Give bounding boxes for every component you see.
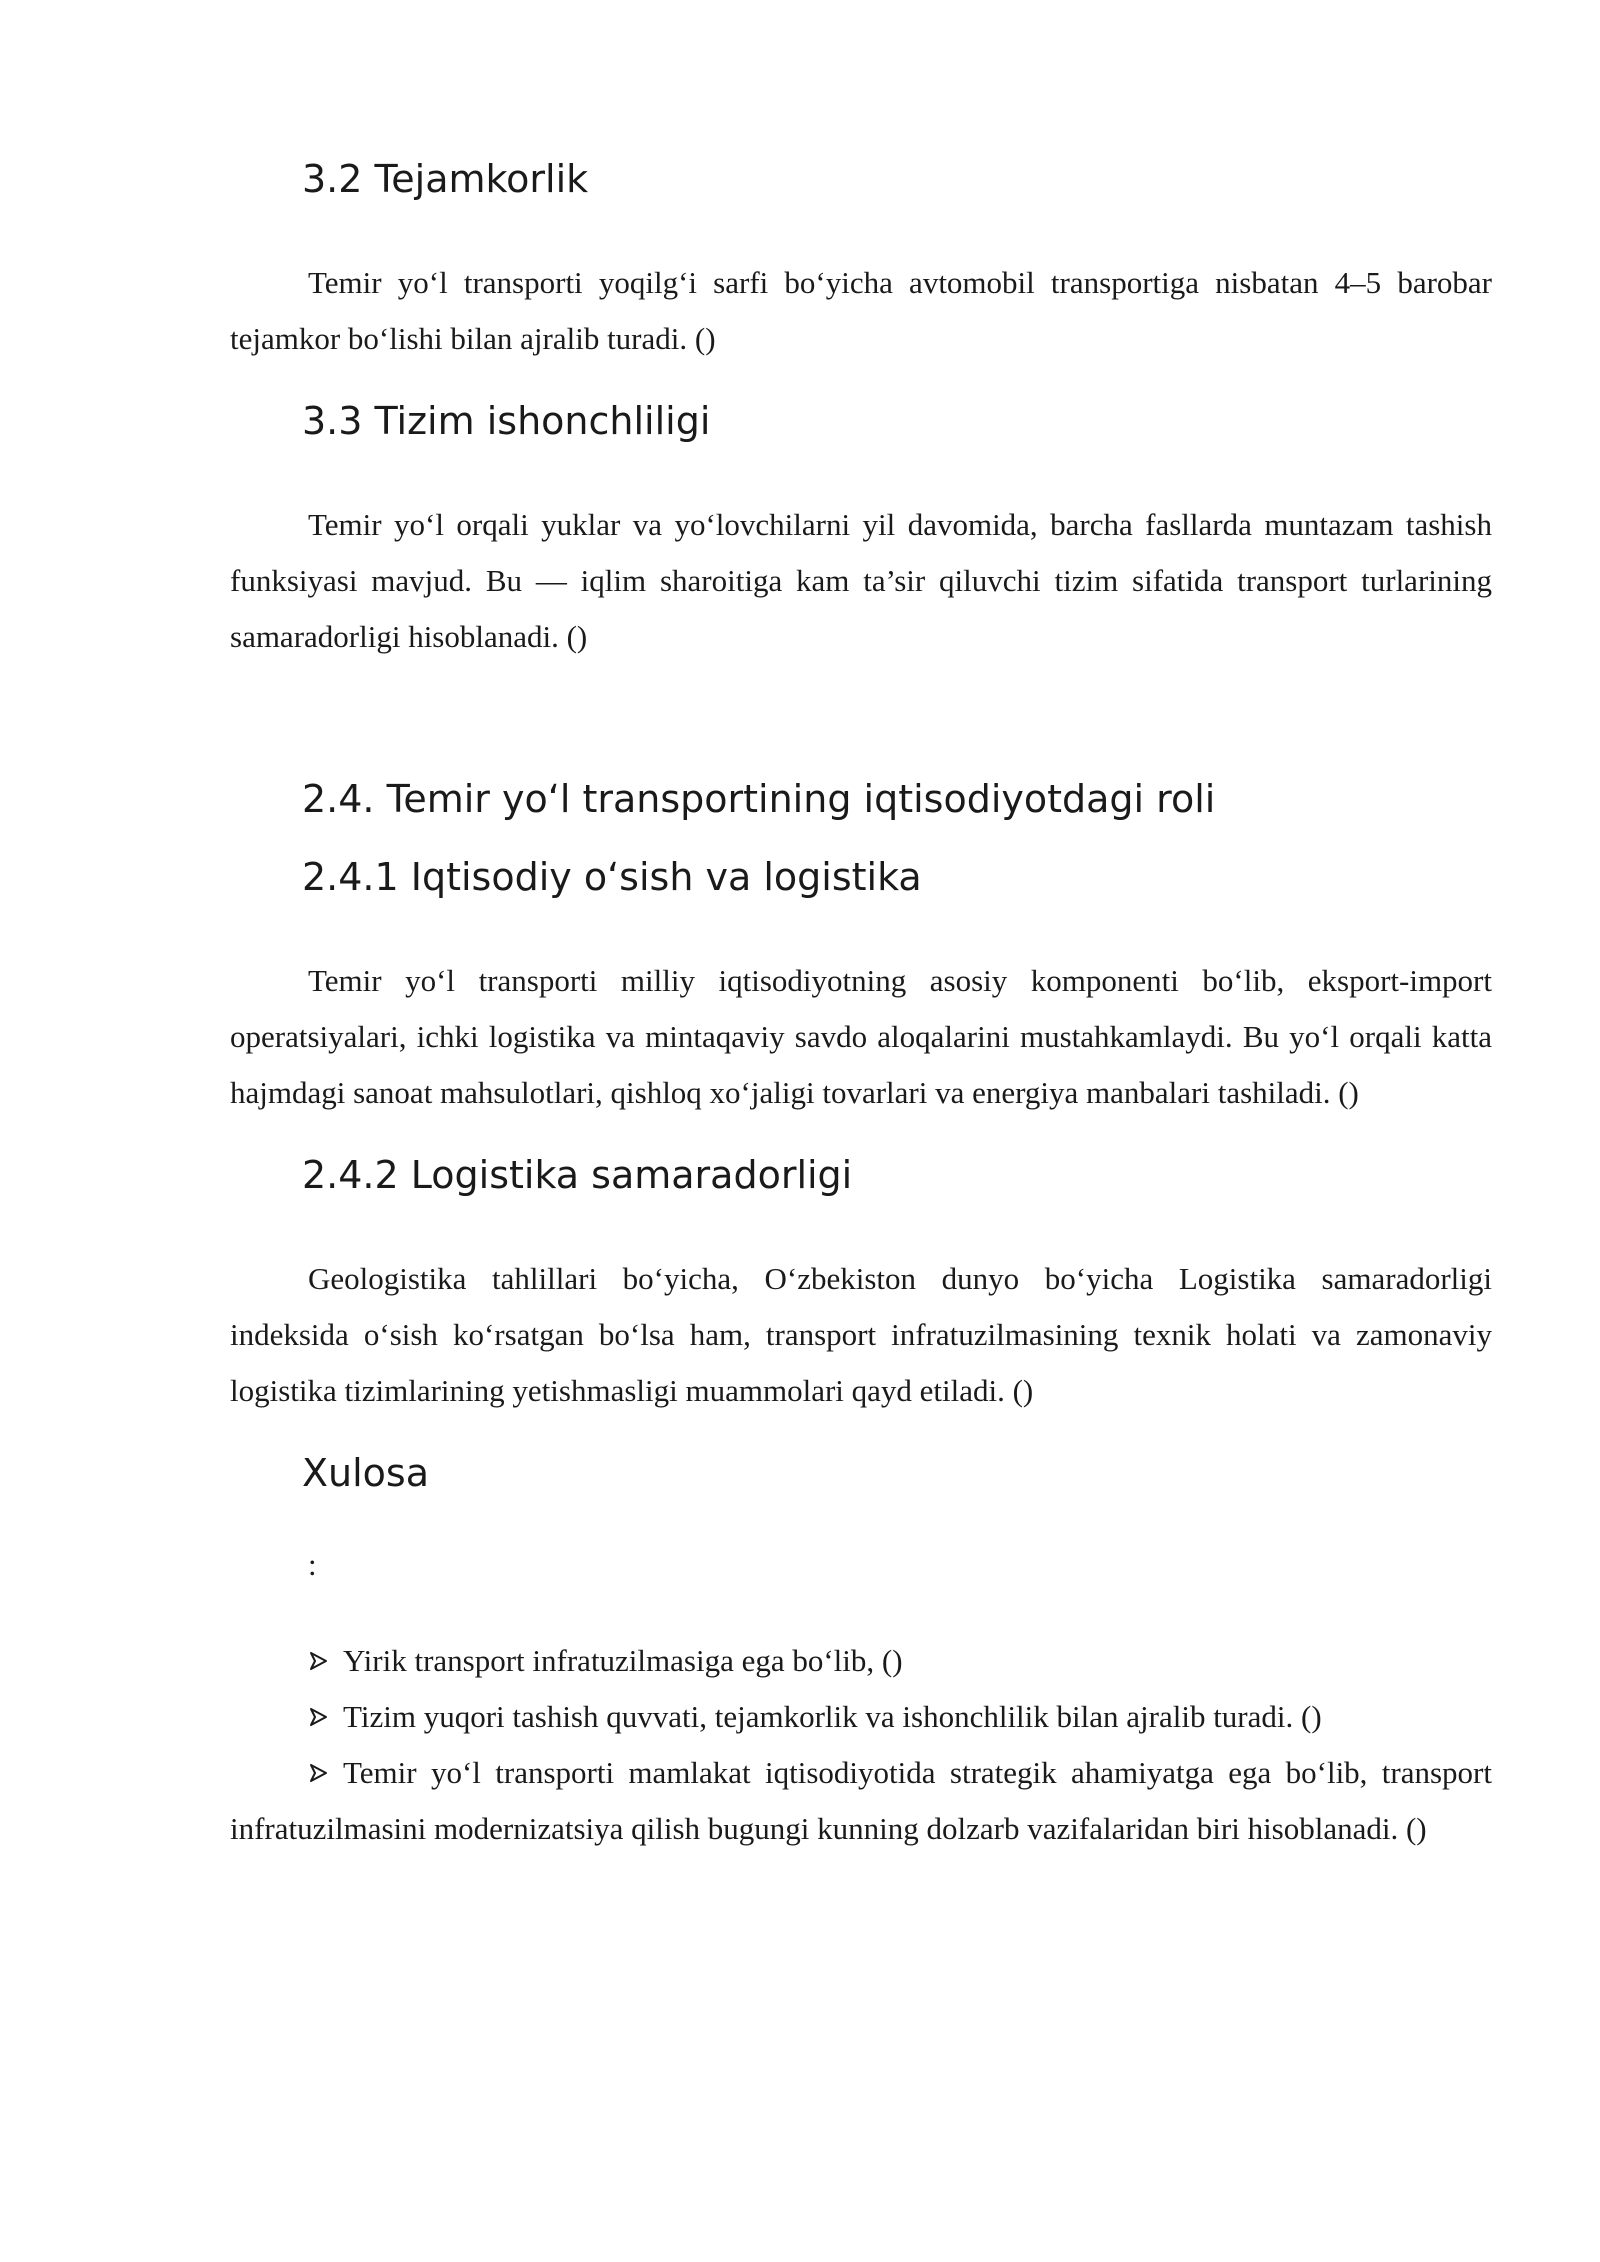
conclusion-heading: Xulosa — [302, 1451, 430, 1495]
section-paragraph-3-2: Temir yo‘l transporti yoqilg‘i sarfi bo‘yicha avtomobil transportiga nisbatan 4–5 barobar tejamkor bo‘lishi bilan ajralib turadi. () — [230, 265, 1492, 356]
arrowhead-right-icon — [308, 1651, 328, 1671]
conclusion-bullet-list — [230, 1633, 1492, 1857]
section-heading-2-4-1: 2.4.1 Iqtisodiy o‘sish va logistika — [302, 855, 922, 899]
conclusion-bullet-item — [230, 1633, 1492, 1689]
section-paragraph-3-3: Temir yo‘l orqali yuklar va yo‘lovchilarni yil davomida, barcha fasllarda muntazam tashish funksiyasi mavjud. Bu — iqlim sharoitiga kam ta’sir qiluvchi tizim sifatida transport turlarining samaradorligi hisoblanadi. () — [230, 507, 1492, 654]
section-heading-3-2: 3.2 Tejamkorlik — [302, 157, 589, 201]
arrowhead-right-icon — [308, 1763, 328, 1783]
section-heading-2-4: 2.4. Temir yo‘l transportining iqtisodiyotdagi roli — [302, 777, 1216, 821]
conclusion-bullet-text: Yirik transport infratuzilmasiga ega bo‘lib, () — [343, 1643, 903, 1678]
conclusion-colon: : — [308, 1547, 317, 1582]
section-heading-3-3: 3.3 Tizim ishonchliligi — [302, 399, 711, 443]
arrowhead-right-icon — [308, 1707, 328, 1727]
conclusion-bullet-item — [230, 1689, 1492, 1745]
conclusion-bullet-item — [230, 1745, 1492, 1857]
conclusion-bullet-text: Tizim yuqori tashish quvvati, tejamkorlik va ishonchlilik bilan ajralib turadi. () — [343, 1699, 1322, 1734]
section-paragraph-2-4-2: Geologistika tahlillari bo‘yicha, O‘zbekiston dunyo bo‘yicha Logistika samaradorligi indeksida o‘sish ko‘rsatgan bo‘lsa ham, transport infratuzilmasining texnik holati va zamonaviy logistika tizimlarining yetishmasligi muammolari qayd etiladi. () — [230, 1261, 1492, 1408]
document-body — [230, 150, 1492, 1857]
conclusion-bullet-text: Temir yo‘l transporti mamlakat iqtisodiyotida strategik ahamiyatga ega bo‘lib, transport infratuzilmasini modernizatsiya qilish bugungi kunning dolzarb vazifalaridan biri hisoblanadi. () — [230, 1755, 1492, 1846]
section-heading-2-4-2: 2.4.2 Logistika samaradorligi — [302, 1153, 853, 1197]
section-paragraph-2-4-1: Temir yo‘l transporti milliy iqtisodiyotning asosiy komponenti bo‘lib, eksport-import operatsiyalari, ichki logistika va mintaqaviy savdo aloqalarini mustahkamlaydi. Bu yo‘l orqali katta hajmdagi sanoat mahsulotlari, qishloq xo‘jaligi tovarlari va energiya manbalari tashiladi. () — [230, 963, 1492, 1110]
